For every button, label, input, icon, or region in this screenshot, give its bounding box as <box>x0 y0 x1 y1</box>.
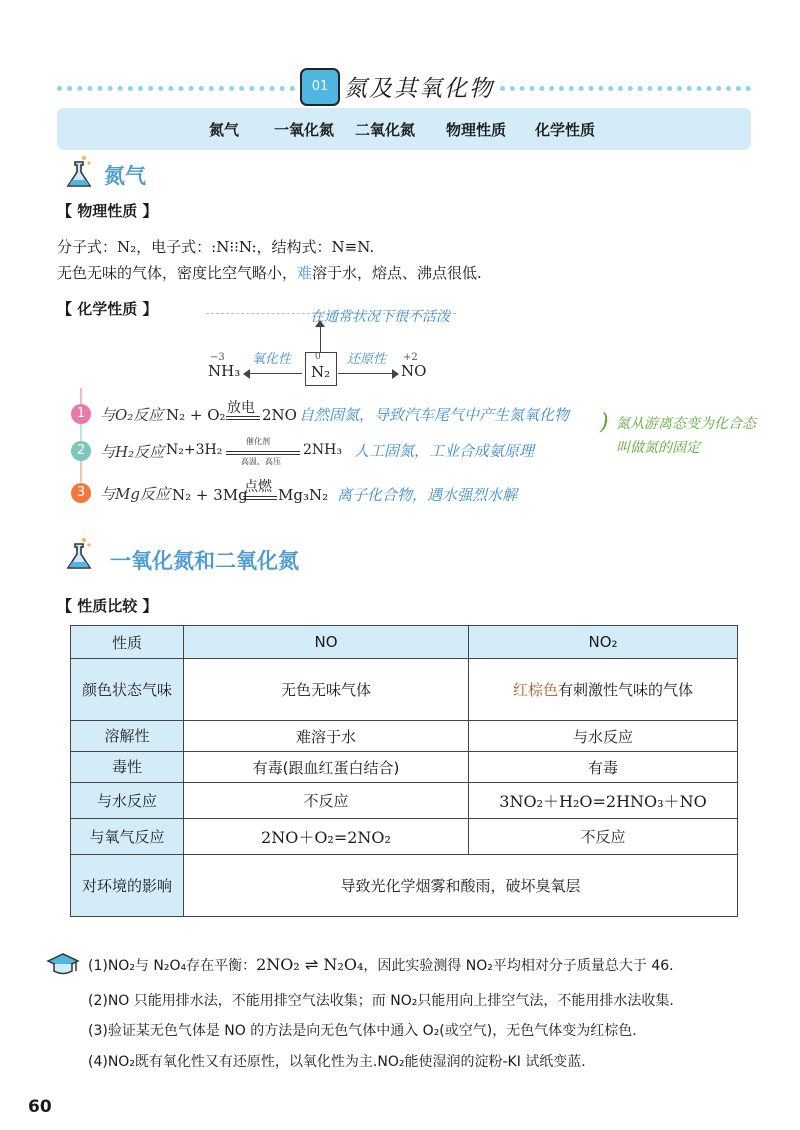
reaction-label-1: 与O₂反应 <box>100 406 164 424</box>
row-label: 对环境的影响 <box>71 855 184 917</box>
desc-post: 溶于水，熔点、沸点很低. <box>312 264 482 282</box>
cell-no2 <box>469 659 738 721</box>
section-title-no-no2: 一氧化氮和二氧化氮 <box>110 549 299 573</box>
label-oxidizing: 氧化性 <box>252 352 292 367</box>
reaction-cond-top-2: 催化剂 <box>246 437 270 446</box>
reaction-note-2: 人工固氮，工业合成氨原理 <box>354 442 535 460</box>
reaction-note-1: 自然固氮，导致汽车尾气中产生氮氧化物 <box>299 406 570 424</box>
note-4: (4)NO₂既有氧化性又有还原性，以氧化性为主.NO₂能使湿润的淀粉-KI 试纸变蓝. <box>88 1054 586 1070</box>
reaction-equals-3 <box>243 496 277 500</box>
header-property: 性质 <box>71 626 184 659</box>
ox-state-n2: 0 <box>315 352 321 362</box>
graduation-cap-icon <box>46 952 80 978</box>
nav-item-nitrogen: 氮气 <box>209 121 240 139</box>
species-no: NO <box>401 362 427 380</box>
cell-no: 无色无味气体 <box>184 659 469 721</box>
cell-no: 难溶于水 <box>184 721 469 752</box>
reaction-equilibrium-2 <box>226 451 300 455</box>
desc-highlight: 难 <box>297 264 313 282</box>
note-1-post: ，因此实验测得 NO₂平均相对分子质量总大于 46. <box>363 958 674 974</box>
nav-item-no: 一氧化氮 <box>274 121 335 139</box>
compare-label: 【 性质比较 】 <box>57 597 158 615</box>
desc-pre: 无色无味的气体，密度比空气略小， <box>57 264 298 282</box>
header-no: NO <box>184 626 469 659</box>
side-note-brace: ) <box>600 410 609 435</box>
ox-state-no: +2 <box>403 352 418 363</box>
table-row <box>71 721 738 752</box>
cell-no: 2NO＋O₂=2NO₂ <box>184 819 469 855</box>
note-3: (3)验证某无色气体是 NO 的方法是向无色气体中通入 O₂(或空气)，无色气体变为红棕色. <box>88 1023 637 1039</box>
reaction-label-3: 与Mg反应 <box>100 485 170 503</box>
side-note-fixation: 氮从游离态变为化合态叫做氮的固定 <box>616 416 756 456</box>
cell-no2: 3NO₂＋H₂O=2HNO₃＋NO <box>469 783 738 819</box>
diagram-up-arrow-icon <box>315 320 325 327</box>
reaction-cond-bottom-2: 高温、高压 <box>241 457 281 466</box>
arrow-left-icon <box>243 369 250 379</box>
ox-state-nh3: −3 <box>210 352 225 363</box>
row-label: 与水反应 <box>71 783 184 819</box>
cell-no2: 与水反应 <box>469 721 738 752</box>
diagram-up-line <box>320 326 321 352</box>
reaction-cond-top-1: 放电 <box>227 400 255 416</box>
arrow-left-line <box>248 373 302 374</box>
flask-icon <box>64 536 94 572</box>
reaction-label-2: 与H₂反应 <box>100 443 165 461</box>
species-n2: N₂ <box>311 363 331 381</box>
table-row <box>71 783 738 819</box>
chemical-props-label: 【 化学性质 】 <box>57 300 158 318</box>
table-row <box>71 659 738 721</box>
comparison-table <box>70 625 738 917</box>
chapter-number: 01 <box>311 79 329 94</box>
table-row <box>71 855 738 917</box>
row-label: 溶解性 <box>71 721 184 752</box>
flask-icon <box>64 154 94 190</box>
note-1-pre: (1)NO₂与 N₂O₄存在平衡： <box>88 958 257 974</box>
label-reducing: 还原性 <box>347 352 387 367</box>
cell-no2: 有毒 <box>469 752 738 783</box>
reaction-eq-right-2: 2NH₃ <box>303 442 342 458</box>
nav-item-no2: 二氧化氮 <box>355 121 416 139</box>
cell-no2-text: 有刺激性气味的气体 <box>558 681 694 699</box>
arrow-right-line <box>338 373 392 374</box>
cell-no2-highlight: 红棕色 <box>512 681 558 699</box>
reaction-eq-left-3: N₂ + 3Mg <box>172 486 248 504</box>
page-number: 60 <box>28 1097 52 1117</box>
reaction-eq-left-2: N₂+3H₂ <box>166 442 223 458</box>
reaction-equals-1 <box>226 416 260 420</box>
species-nh3: NH₃ <box>208 362 241 380</box>
cell-both: 导致光化学烟雾和酸雨，破坏臭氧层 <box>184 855 738 917</box>
page-title: 氮及其氧化物 <box>344 76 494 102</box>
note-1 <box>88 955 674 975</box>
row-label: 毒性 <box>71 752 184 783</box>
note-2: (2)NO 只能用排水法，不能用排空气法收集；而 NO₂只能用向上排空气法，不能用排水法收集. <box>88 993 674 1009</box>
section-title-nitrogen: 氮气 <box>104 164 146 188</box>
header-dots-left <box>57 86 295 91</box>
note-1-eq-left: 2NO₂ <box>256 955 300 974</box>
chapter-number-badge <box>300 68 340 106</box>
reaction-number-2: 2 <box>71 441 91 461</box>
reaction-eq-right-1: 2NO <box>262 406 297 424</box>
equilibrium-arrows-icon: ⇌ <box>299 955 324 974</box>
nav-item-chemical: 化学性质 <box>535 121 596 139</box>
table-row <box>71 819 738 855</box>
table-row <box>71 752 738 783</box>
cell-no: 不反应 <box>184 783 469 819</box>
reaction-eq-right-3: Mg₃N₂ <box>278 486 329 504</box>
cell-no2: 不反应 <box>469 819 738 855</box>
reaction-number-1: 1 <box>71 404 91 424</box>
header-dots-right <box>500 86 751 91</box>
diagram-top-note: 在通常状况下很不活泼 <box>310 309 450 325</box>
row-label: 颜色状态气味 <box>71 659 184 721</box>
arrow-right-icon <box>392 369 399 379</box>
note-1-eq-right: N₂O₄ <box>323 955 364 974</box>
reaction-number-3: 3 <box>71 483 91 503</box>
nitrogen-description <box>57 262 482 283</box>
row-label: 与氧气反应 <box>71 819 184 855</box>
nav-item-physical: 物理性质 <box>446 121 507 139</box>
nitrogen-formula-line: 分子式：N₂，电子式：:N⁝⁝N:，结构式：N≡N. <box>57 238 375 256</box>
reaction-rail-3 <box>80 458 82 482</box>
reaction-cond-top-3: 点燃 <box>244 479 272 495</box>
reaction-note-3: 离子化合物，遇水强烈水解 <box>337 486 518 504</box>
table-header-row <box>71 626 738 659</box>
reaction-eq-left-1: N₂ + O₂ <box>166 406 226 424</box>
physical-props-label: 【 物理性质 】 <box>57 202 158 220</box>
cell-no: 有毒(跟血红蛋白结合) <box>184 752 469 783</box>
header-no2: NO₂ <box>469 626 738 659</box>
